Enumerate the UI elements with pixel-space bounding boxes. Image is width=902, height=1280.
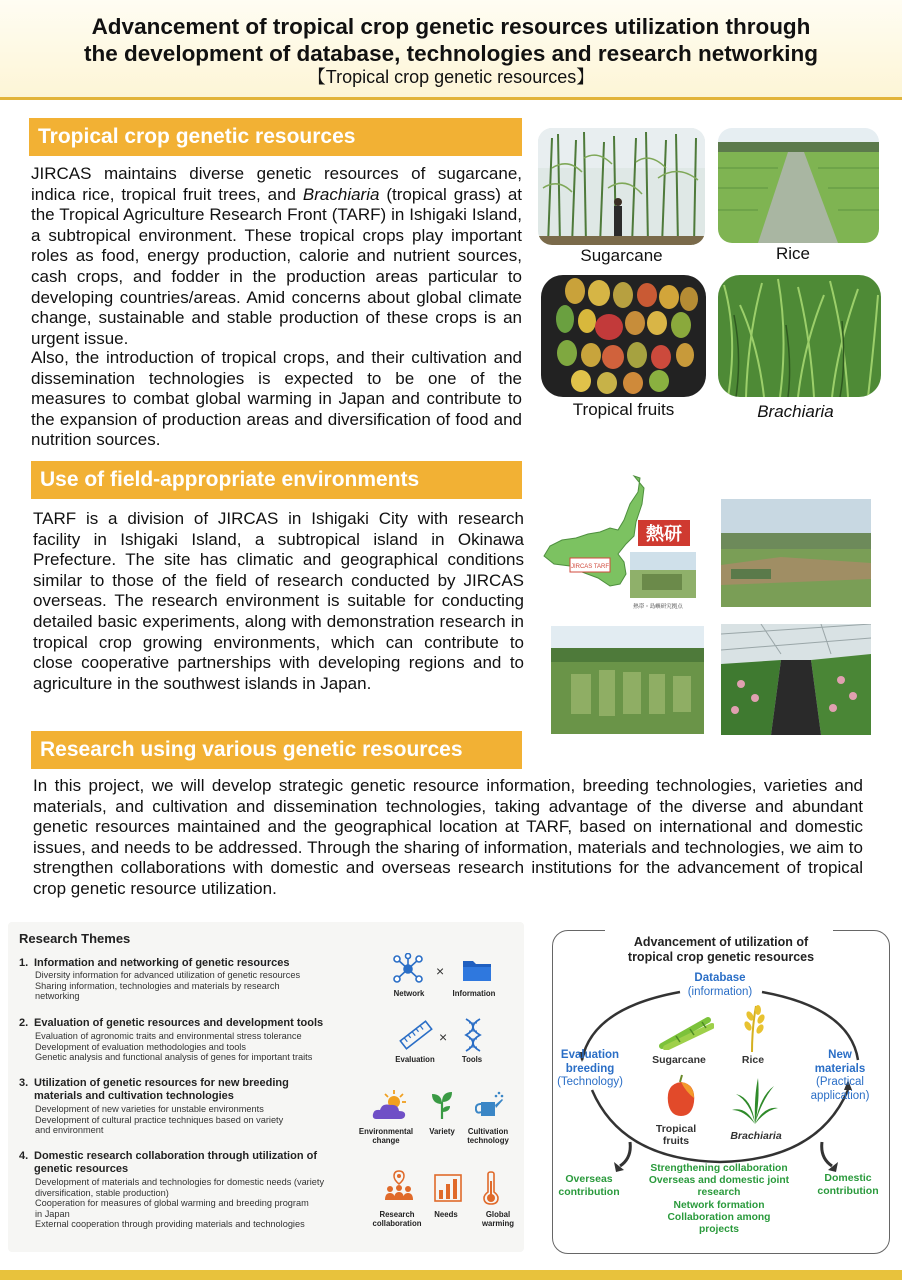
domestic-contribution-label: Domestic contribution xyxy=(817,1172,879,1197)
network-icon xyxy=(391,953,425,990)
section3-paragraph: In this project, we will develop strategic genetic resource information, breeding technologies, varieties and materials, and cultivation and dissemination technologies, taking advantage of the diverse and abundant genetic resources maintained and the geographical location at TARF, based on international and domestic issues, and needs to be addressed. Through the sharing of information, materials and technologies, we aim to strengthen collaborations with domestic and overseas research institutions for the advancement of tropical crop genetic resource utilization. xyxy=(33,776,863,898)
crop-label-tropical-fruits: Tropical fruits xyxy=(655,1123,697,1147)
section1-paragraph-1: JIRCAS maintains diverse genetic resources of sugarcane, indica rice, tropical fruit trees, and Brachiaria (tropical grass) at the Tropical Agriculture Research Front (TARF) in Ishigaki Island, a subtropical environment. These tropical crops play important roles as food, energy production, calorie and nutrient sources, cash crops, and fodder in the production areas particular to developing countries/areas. Amid concerns about global climate change, sustainable and stable production of these crops is an urgent issue. xyxy=(31,164,522,348)
ishigaki-map xyxy=(540,470,706,616)
theme-1-details: Diversity information for advanced utilization of genetic resources Sharing information, technologies and materials by research networking xyxy=(35,970,301,1002)
times-sign-1: × xyxy=(436,963,445,979)
tarf-badge: 熱研 xyxy=(646,524,682,545)
label-tools: Tools xyxy=(461,1055,483,1064)
watering-can-icon xyxy=(475,1090,505,1125)
sprout-icon xyxy=(430,1090,454,1125)
rice-photo xyxy=(718,128,879,243)
research-themes-heading: Research Themes xyxy=(19,931,131,946)
theme-3-title: 3. Utilization of genetic resources for new breeding materials and cultivation technologies xyxy=(19,1077,289,1102)
caption-sugarcane: Sugarcane xyxy=(580,246,663,265)
greenhouse-photo xyxy=(721,624,871,735)
caption-brachiaria: Brachiaria xyxy=(757,402,834,421)
theme-3-details: Development of new varieties for unstable environments Development of cultural practice techniques based on variety and environment xyxy=(35,1104,284,1136)
advancement-title: Advancement of utilization of tropical crop genetic resources xyxy=(627,935,815,964)
section-title-various-resources: Research using various genetic resources xyxy=(31,731,522,769)
label-environmental-change: Environmental change xyxy=(358,1127,414,1145)
thermometer-icon xyxy=(482,1171,500,1210)
subtitle: 【Tropical crop genetic resources】 xyxy=(307,67,595,87)
evaluation-breeding-label: Evaluation breeding (Technology) xyxy=(557,1049,623,1088)
theme-2-details: Evaluation of agronomic traits and environmental stress tolerance Development of evaluation methodologies and tools Genetic analysis and functional analysis of genes for important traits xyxy=(35,1031,313,1063)
brachiaria-photo xyxy=(718,275,881,397)
new-materials-label: New materials (Practical application) xyxy=(810,1049,870,1102)
caption-rice: Rice xyxy=(775,244,810,263)
title-line-2: the development of database, technologies and research networking xyxy=(84,41,818,66)
collaboration-center-text: Strengthening collaboration Overseas and domestic joint research Network formation Collaboration among projects xyxy=(648,1163,790,1236)
crop-label-brachiaria: Brachiaria xyxy=(730,1130,782,1142)
folder-icon xyxy=(462,958,492,987)
label-network: Network xyxy=(393,989,425,998)
weather-icon xyxy=(372,1089,410,1126)
theme-4-title: 4. Domestic research collaboration through utilization of genetic resources xyxy=(19,1150,317,1175)
theme-2-title: 2. Evaluation of genetic resources and development tools xyxy=(19,1017,324,1029)
section-title-genetic-resources: Tropical crop genetic resources xyxy=(29,118,522,156)
tropical-fruits-photo xyxy=(541,275,706,397)
overseas-contribution-label: Overseas contribution xyxy=(558,1173,620,1198)
section-title-field-environments: Use of field-appropriate environments xyxy=(31,461,522,499)
ruler-icon xyxy=(399,1020,433,1055)
database-sublabel: (information) xyxy=(687,986,753,998)
poster-footer-bar xyxy=(0,1270,902,1280)
label-cultivation-technology: Cultivation technology xyxy=(467,1127,509,1145)
label-global-warming: Global warming xyxy=(481,1210,515,1228)
dna-icon xyxy=(463,1018,483,1057)
poster-header xyxy=(0,0,902,100)
database-label: Database xyxy=(694,972,746,984)
field-photo-1 xyxy=(721,499,871,607)
label-research-collaboration: Research collaboration xyxy=(372,1210,422,1228)
label-needs: Needs xyxy=(434,1210,458,1219)
map-tarf-label: JIRCAS TARF xyxy=(570,564,610,570)
section1-paragraph-2: Also, the introduction of tropical crops, and their cultivation and dissemination technologies is expected to be one of the measures to combat global warming in Japan and contribute to the expansion of production areas and diversification of food and nutrition sources. xyxy=(31,348,522,450)
times-sign-2: × xyxy=(439,1029,448,1045)
section2-paragraph: TARF is a division of JIRCAS in Ishigaki City with research facility in Ishigaki Island, a subtropical island in Okinawa Prefecture. The site has climatic and geographical conditions similar to those of the field of research conducted by JIRCAS overseas. The research environment is suitable for conducting detailed basic experiments, along with demonstration research in tropical crop growing environments, which can contribute to close cooperative partnerships with developing regions and to agriculture in the southwest islands in Japan. xyxy=(33,509,524,693)
rice-icon xyxy=(738,1002,768,1057)
crop-label-sugarcane: Sugarcane xyxy=(652,1054,706,1066)
label-evaluation: Evaluation xyxy=(395,1055,435,1064)
mango-icon xyxy=(664,1074,698,1123)
caption-tropical-fruits: Tropical fruits xyxy=(572,400,675,419)
theme-1-title: 1. Information and networking of genetic resources xyxy=(19,957,290,969)
crop-label-rice: Rice xyxy=(741,1054,765,1066)
brachiaria-icon xyxy=(730,1076,780,1131)
label-information: Information xyxy=(452,989,496,998)
title-line-1: Advancement of tropical crop genetic resources utilization through xyxy=(91,14,811,39)
label-variety: Variety xyxy=(429,1127,455,1136)
sugarcane-icon xyxy=(658,1014,714,1055)
sugarcane-photo xyxy=(538,128,705,245)
collaboration-icon xyxy=(383,1170,415,1207)
bar-chart-icon xyxy=(434,1174,462,1207)
map-caption: 熱帯・島嶼研究拠点 xyxy=(633,604,683,610)
field-photo-2 xyxy=(551,626,704,734)
theme-4-details: Development of materials and technologies for domestic needs (variety diversification, stable production) Cooperation for measures of global warming and breeding program in Japan External cooperation through providing materials and technologies xyxy=(35,1177,325,1230)
